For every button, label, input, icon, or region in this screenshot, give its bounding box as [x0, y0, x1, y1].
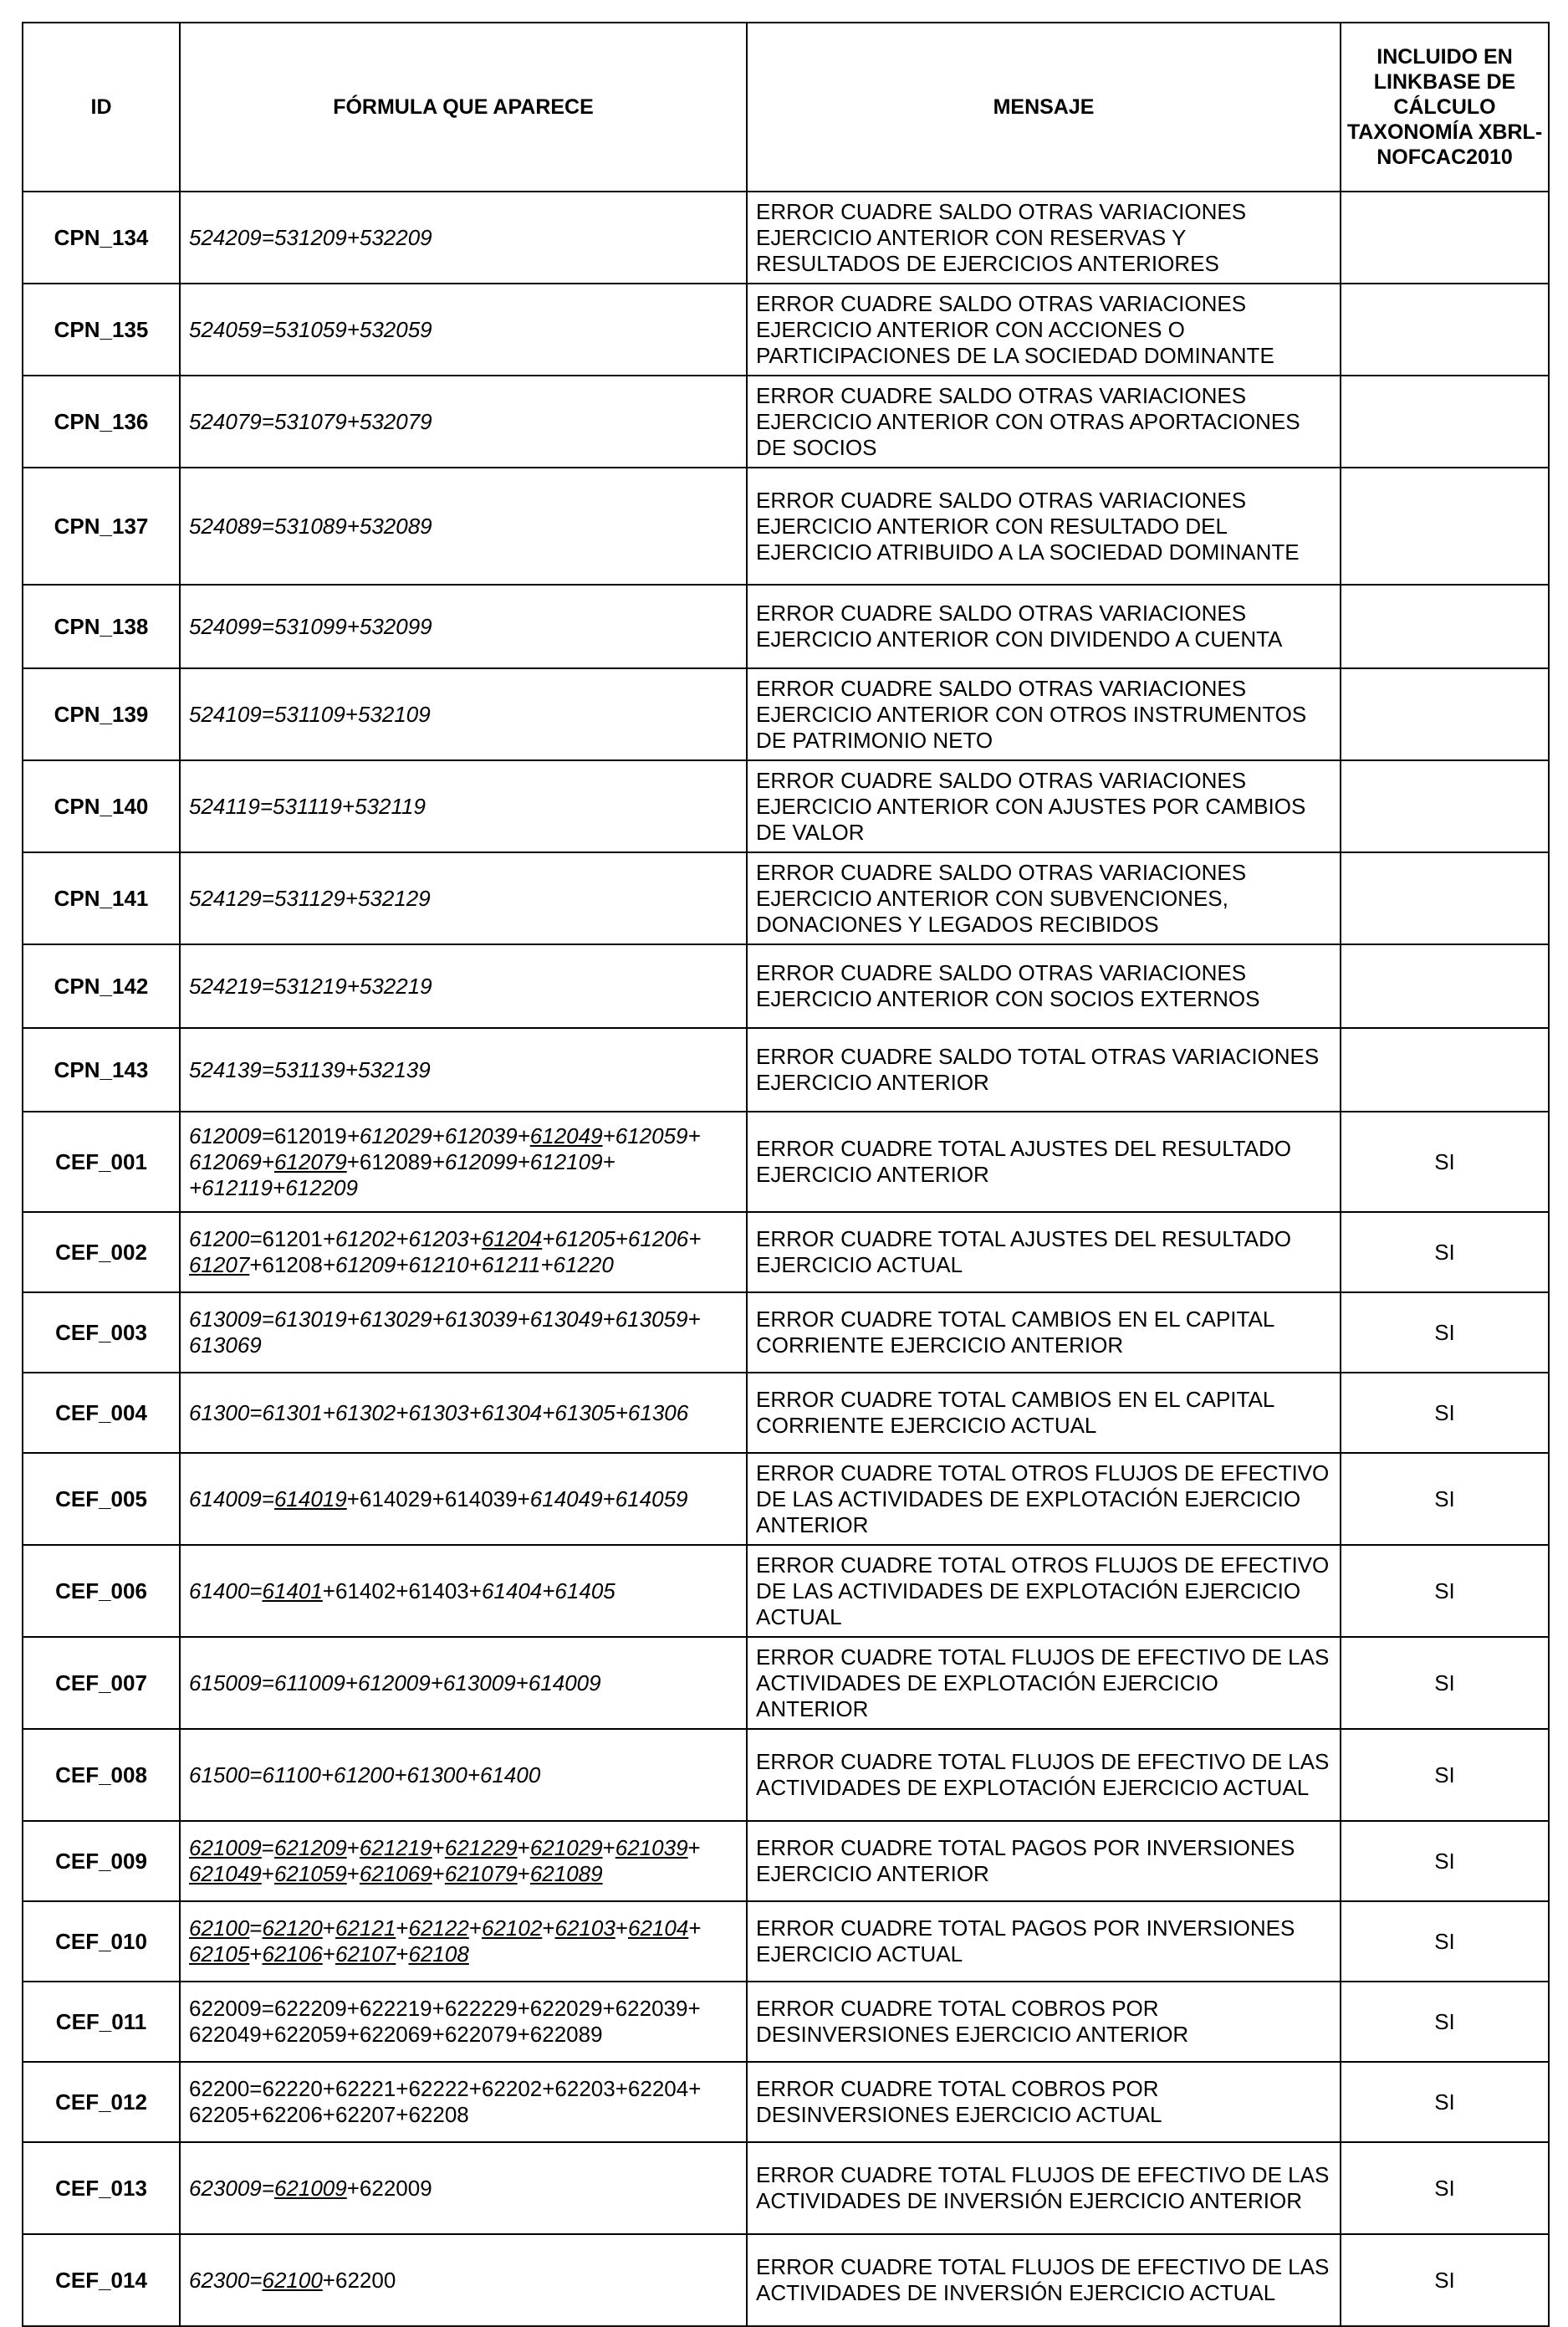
formula-segment: + — [615, 1915, 628, 1941]
row-included — [1341, 944, 1549, 1028]
formula-segment: 524089=531089+532089 — [189, 513, 432, 539]
table-row — [23, 585, 1549, 668]
formula-segment: +612029+612039+ — [346, 1123, 530, 1148]
row-message: ERROR CUADRE TOTAL PAGOS POR INVERSIONES EJERCICIO ACTUAL — [747, 1901, 1341, 1982]
row-message: ERROR CUADRE SALDO OTRAS VARIACIONES EJERCICIO ANTERIOR CON OTROS INSTRUMENTOS DE PATRIMONIO NETO — [747, 668, 1341, 760]
row-formula — [180, 1637, 747, 1729]
row-message: ERROR CUADRE TOTAL AJUSTES DEL RESULTADO EJERCICIO ACTUAL — [747, 1212, 1341, 1292]
row-id: CEF_010 — [23, 1901, 180, 1982]
formula-segment: 61200= — [189, 1226, 263, 1251]
row-id: CEF_004 — [23, 1373, 180, 1453]
row-id: CEF_007 — [23, 1637, 180, 1729]
formula-segment: 62121 — [335, 1915, 396, 1941]
formula-segment: + — [322, 1915, 335, 1941]
row-included — [1341, 585, 1549, 668]
table-row — [23, 1453, 1549, 1545]
row-id: CEF_002 — [23, 1212, 180, 1292]
formula-segment: +622009 — [346, 2175, 432, 2201]
row-id: CEF_012 — [23, 2062, 180, 2142]
row-included: SI — [1341, 1982, 1549, 2062]
row-formula — [180, 585, 747, 668]
row-id: CEF_011 — [23, 1982, 180, 2062]
formula-segment: 62104 — [628, 1915, 689, 1941]
row-included: SI — [1341, 2234, 1549, 2326]
row-message: ERROR CUADRE TOTAL COBROS POR DESINVERSIONES EJERCICIO ANTERIOR — [747, 1982, 1341, 2062]
table-row — [23, 1901, 1549, 1982]
row-included: SI — [1341, 1453, 1549, 1545]
row-message: ERROR CUADRE TOTAL CAMBIOS EN EL CAPITAL CORRIENTE EJERCICIO ANTERIOR — [747, 1292, 1341, 1373]
table-row — [23, 1292, 1549, 1373]
formula-segment: 62106 — [262, 1941, 323, 1966]
row-included — [1341, 852, 1549, 944]
formula-segment: 621039 — [615, 1835, 688, 1860]
formula-segment: 61500=61100+61200+61300+61400 — [189, 1762, 541, 1787]
row-included — [1341, 1028, 1549, 1112]
row-message: ERROR CUADRE TOTAL FLUJOS DE EFECTIVO DE LAS ACTIVIDADES DE INVERSIÓN EJERCICIO ACTUAL — [747, 2234, 1341, 2326]
formula-segment: 62120 — [262, 1915, 323, 1941]
row-message: ERROR CUADRE SALDO OTRAS VARIACIONES EJERCICIO ANTERIOR CON SUBVENCIONES, DONACIONES Y LEGADOS RECIBIDOS — [747, 852, 1341, 944]
formula-segment: + — [396, 1915, 409, 1941]
row-id: CPN_136 — [23, 376, 180, 468]
table-row — [23, 668, 1549, 760]
row-formula — [180, 2234, 747, 2326]
row-included — [1341, 468, 1549, 585]
formula-segment: 524079=531079+532079 — [189, 408, 432, 434]
table-row — [23, 760, 1549, 852]
row-id: CEF_003 — [23, 1292, 180, 1373]
row-id: CPN_137 — [23, 468, 180, 585]
row-included — [1341, 760, 1549, 852]
formula-segment: 621029 — [529, 1835, 603, 1860]
formula-segment: 524119=531119+532119 — [189, 793, 426, 819]
table-row — [23, 1028, 1549, 1112]
formula-segment: 621009 — [189, 1835, 262, 1860]
row-message: ERROR CUADRE TOTAL PAGOS POR INVERSIONES EJERCICIO ANTERIOR — [747, 1821, 1341, 1901]
row-formula — [180, 1453, 747, 1545]
formula-segment: 61207 — [189, 1252, 250, 1277]
row-id: CEF_009 — [23, 1821, 180, 1901]
formula-segment: + — [468, 1915, 482, 1941]
row-message: ERROR CUADRE TOTAL OTROS FLUJOS DE EFECTIVO DE LAS ACTIVIDADES DE EXPLOTACIÓN EJERCICIO ACTUAL — [747, 1545, 1341, 1637]
formula-segment: + — [687, 1835, 701, 1860]
row-formula — [180, 192, 747, 284]
row-included — [1341, 376, 1549, 468]
validation-rules-table — [22, 22, 1550, 2327]
formula-segment: 612019 — [273, 1123, 347, 1148]
row-included — [1341, 192, 1549, 284]
formula-segment: + — [261, 1861, 274, 1886]
row-id: CEF_006 — [23, 1545, 180, 1637]
table-row — [23, 1212, 1549, 1292]
row-formula — [180, 1545, 747, 1637]
row-included: SI — [1341, 1212, 1549, 1292]
row-formula — [180, 1729, 747, 1821]
table-row — [23, 852, 1549, 944]
formula-segment: +61205+61206+ — [542, 1226, 702, 1251]
formula-segment: 623009= — [189, 2175, 274, 2201]
row-id: CPN_140 — [23, 760, 180, 852]
row-message: ERROR CUADRE TOTAL FLUJOS DE EFECTIVO DE LAS ACTIVIDADES DE INVERSIÓN EJERCICIO ANTERIOR — [747, 2142, 1341, 2234]
table-row — [23, 1545, 1549, 1637]
table-row — [23, 1637, 1549, 1729]
formula-segment: 62100 — [262, 2267, 323, 2293]
formula-segment: +62200 — [322, 2267, 396, 2293]
formula-segment: 524109=531109+532109 — [189, 701, 431, 727]
formula-segment: 524099=531099+532099 — [189, 613, 432, 639]
formula-segment: 62122 — [408, 1915, 469, 1941]
table-row — [23, 2062, 1549, 2142]
formula-segment: 524219=531219+532219 — [189, 973, 432, 999]
formula-segment: 61204 — [481, 1226, 543, 1251]
formula-segment: + — [517, 1835, 530, 1860]
table-row — [23, 1982, 1549, 2062]
row-formula — [180, 376, 747, 468]
formula-segment: +61402+61403+ — [322, 1578, 482, 1603]
row-id: CPN_139 — [23, 668, 180, 760]
row-id: CPN_141 — [23, 852, 180, 944]
formula-segment: + — [602, 1835, 615, 1860]
row-id: CEF_005 — [23, 1453, 180, 1545]
formula-segment: 62103 — [554, 1915, 615, 1941]
row-included: SI — [1341, 1901, 1549, 1982]
table-body — [23, 192, 1549, 2326]
row-id: CEF_001 — [23, 1112, 180, 1212]
row-message: ERROR CUADRE SALDO OTRAS VARIACIONES EJERCICIO ANTERIOR CON ACCIONES O PARTICIPACIONES DE LA SOCIEDAD DOMINANTE — [747, 284, 1341, 376]
formula-segment: + — [346, 1861, 360, 1886]
table-row — [23, 376, 1549, 468]
row-id: CEF_008 — [23, 1729, 180, 1821]
formula-segment: 62100 — [189, 1915, 250, 1941]
formula-segment: 621079 — [444, 1861, 518, 1886]
row-id: CPN_135 — [23, 284, 180, 376]
row-id: CPN_134 — [23, 192, 180, 284]
formula-segment: + — [396, 1941, 409, 1966]
formula-segment: + — [249, 1941, 263, 1966]
formula-segment: +61202+61203+ — [322, 1226, 482, 1251]
formula-segment: 615009=611009+612009+613009+614009 — [189, 1670, 601, 1695]
table-row — [23, 2142, 1549, 2234]
formula-segment: 621219 — [359, 1835, 432, 1860]
row-formula — [180, 1982, 747, 2062]
row-message: ERROR CUADRE TOTAL OTROS FLUJOS DE EFECTIVO DE LAS ACTIVIDADES DE EXPLOTACIÓN EJERCICIO ANTERIOR — [747, 1453, 1341, 1545]
formula-segment: + — [346, 1835, 360, 1860]
row-included — [1341, 284, 1549, 376]
formula-segment: + — [542, 1915, 555, 1941]
formula-segment: 621059 — [273, 1861, 347, 1886]
formula-segment: 62300= — [189, 2267, 263, 2293]
row-included: SI — [1341, 1637, 1549, 1729]
row-message: ERROR CUADRE TOTAL AJUSTES DEL RESULTADO EJERCICIO ANTERIOR — [747, 1112, 1341, 1212]
formula-segment: 622009=622209+622219+622229+622029+622039+ 622049+622059+622069+622079+622089 — [189, 1996, 701, 2047]
row-formula — [180, 1028, 747, 1112]
row-included: SI — [1341, 1821, 1549, 1901]
formula-segment: 61201 — [262, 1226, 323, 1251]
formula-segment: 62102 — [482, 1915, 543, 1941]
table-row — [23, 2234, 1549, 2326]
row-message: ERROR CUADRE SALDO OTRAS VARIACIONES EJERCICIO ANTERIOR CON DIVIDENDO A CUENTA — [747, 585, 1341, 668]
table-header — [23, 23, 1549, 192]
row-message: ERROR CUADRE SALDO TOTAL OTRAS VARIACIONES EJERCICIO ANTERIOR — [747, 1028, 1341, 1112]
row-id: CPN_142 — [23, 944, 180, 1028]
formula-segment: 524059=531059+532059 — [189, 316, 432, 342]
formula-segment: 621229 — [444, 1835, 518, 1860]
formula-segment: 621209 — [273, 1835, 347, 1860]
row-formula — [180, 760, 747, 852]
formula-segment: 62107 — [335, 1941, 396, 1966]
formula-segment: 61404+61405 — [481, 1578, 615, 1603]
row-included: SI — [1341, 1292, 1549, 1373]
row-formula — [180, 1292, 747, 1373]
formula-segment: 614009= — [189, 1486, 274, 1511]
formula-segment: + — [688, 1915, 702, 1941]
formula-segment: 524129=531129+532129 — [189, 885, 431, 911]
row-message: ERROR CUADRE TOTAL CAMBIOS EN EL CAPITAL CORRIENTE EJERCICIO ACTUAL — [747, 1373, 1341, 1453]
formula-segment: 61401 — [262, 1578, 323, 1603]
row-message: ERROR CUADRE SALDO OTRAS VARIACIONES EJERCICIO ANTERIOR CON AJUSTES POR CAMBIOS DE VALOR — [747, 760, 1341, 852]
formula-segment: +612099+612109+ +612119+612209 — [189, 1148, 615, 1200]
table-row — [23, 1112, 1549, 1212]
formula-segment: 524139=531139+532139 — [189, 1056, 431, 1082]
formula-segment: 524209=531209+532209 — [189, 224, 432, 250]
formula-segment: = — [261, 1835, 274, 1860]
formula-segment: 621069 — [359, 1861, 432, 1886]
row-message: ERROR CUADRE SALDO OTRAS VARIACIONES EJERCICIO ANTERIOR CON RESERVAS Y RESULTADOS DE EJERCICIOS ANTERIORES — [747, 192, 1341, 284]
row-message: ERROR CUADRE TOTAL FLUJOS DE EFECTIVO DE LAS ACTIVIDADES DE EXPLOTACIÓN EJERCICIO ACTUAL — [747, 1729, 1341, 1821]
formula-segment: = — [249, 1915, 263, 1941]
formula-segment: 612009= — [189, 1123, 274, 1148]
header-message: MENSAJE — [747, 23, 1341, 192]
row-included: SI — [1341, 1373, 1549, 1453]
formula-segment: 614019 — [273, 1486, 347, 1511]
row-formula — [180, 2142, 747, 2234]
table-row — [23, 1821, 1549, 1901]
row-included: SI — [1341, 1545, 1549, 1637]
row-included: SI — [1341, 2062, 1549, 2142]
header-row — [23, 23, 1549, 192]
row-message: ERROR CUADRE TOTAL FLUJOS DE EFECTIVO DE LAS ACTIVIDADES DE EXPLOTACIÓN EJERCICIO ANTERIOR — [747, 1637, 1341, 1729]
table-row — [23, 944, 1549, 1028]
row-formula — [180, 1112, 747, 1212]
formula-segment: 621009 — [273, 2175, 347, 2201]
formula-segment: 61300=61301+61302+61303+61304+61305+61306 — [189, 1399, 689, 1425]
formula-segment: + — [432, 1835, 445, 1860]
row-id: CEF_014 — [23, 2234, 180, 2326]
formula-segment: 614049+614059 — [529, 1486, 688, 1511]
table-row — [23, 1729, 1549, 1821]
formula-segment: 613009=613019+613029+613039+613049+613059+ 613069 — [189, 1307, 701, 1358]
row-message: ERROR CUADRE TOTAL COBROS POR DESINVERSIONES EJERCICIO ACTUAL — [747, 2062, 1341, 2142]
row-formula — [180, 1373, 747, 1453]
row-message: ERROR CUADRE SALDO OTRAS VARIACIONES EJERCICIO ANTERIOR CON RESULTADO DEL EJERCICIO ATRIBUIDO A LA SOCIEDAD DOMINANTE — [747, 468, 1341, 585]
formula-segment: +612059+ 612069+ — [189, 1123, 701, 1174]
row-id: CPN_143 — [23, 1028, 180, 1112]
header-formula: FÓRMULA QUE APARECE — [180, 23, 747, 192]
row-formula — [180, 944, 747, 1028]
formula-segment: 612049 — [529, 1123, 603, 1148]
formula-segment: +61209+61210+61211+61220 — [322, 1252, 614, 1277]
header-id: ID — [23, 23, 180, 192]
row-included: SI — [1341, 1112, 1549, 1212]
row-message: ERROR CUADRE SALDO OTRAS VARIACIONES EJERCICIO ANTERIOR CON OTRAS APORTACIONES DE SOCIOS — [747, 376, 1341, 468]
row-formula — [180, 468, 747, 585]
formula-segment: 62200=62220+62221+62222+62202+62203+62204+ 62205+62206+62207+62208 — [189, 2076, 702, 2127]
formula-segment: + — [432, 1861, 445, 1886]
row-message: ERROR CUADRE SALDO OTRAS VARIACIONES EJERCICIO ANTERIOR CON SOCIOS EXTERNOS — [747, 944, 1341, 1028]
formula-segment: 621049 — [189, 1861, 262, 1886]
row-formula — [180, 284, 747, 376]
formula-segment: + — [322, 1941, 335, 1966]
formula-segment: 612079 — [273, 1148, 347, 1174]
row-formula — [180, 2062, 747, 2142]
table-row — [23, 192, 1549, 284]
table-row — [23, 284, 1549, 376]
table-row — [23, 468, 1549, 585]
row-id: CEF_013 — [23, 2142, 180, 2234]
row-included — [1341, 668, 1549, 760]
header-included: INCLUIDO EN LINKBASE DE CÁLCULO TAXONOMÍA XBRL-NOFCAC2010 — [1341, 23, 1549, 192]
formula-segment: + — [517, 1861, 530, 1886]
row-formula — [180, 668, 747, 760]
formula-segment: 621089 — [529, 1861, 603, 1886]
formula-segment: +612089 — [346, 1148, 432, 1174]
row-formula — [180, 852, 747, 944]
row-included: SI — [1341, 1729, 1549, 1821]
row-included: SI — [1341, 2142, 1549, 2234]
formula-segment: +61208 — [249, 1252, 323, 1277]
formula-segment: +614029+614039+ — [346, 1486, 530, 1511]
formula-segment: 62105 — [189, 1941, 250, 1966]
table-row — [23, 1373, 1549, 1453]
formula-segment: 62108 — [408, 1941, 469, 1966]
formula-segment: 61400= — [189, 1578, 263, 1603]
row-formula — [180, 1212, 747, 1292]
row-formula — [180, 1821, 747, 1901]
row-id: CPN_138 — [23, 585, 180, 668]
row-formula — [180, 1901, 747, 1982]
